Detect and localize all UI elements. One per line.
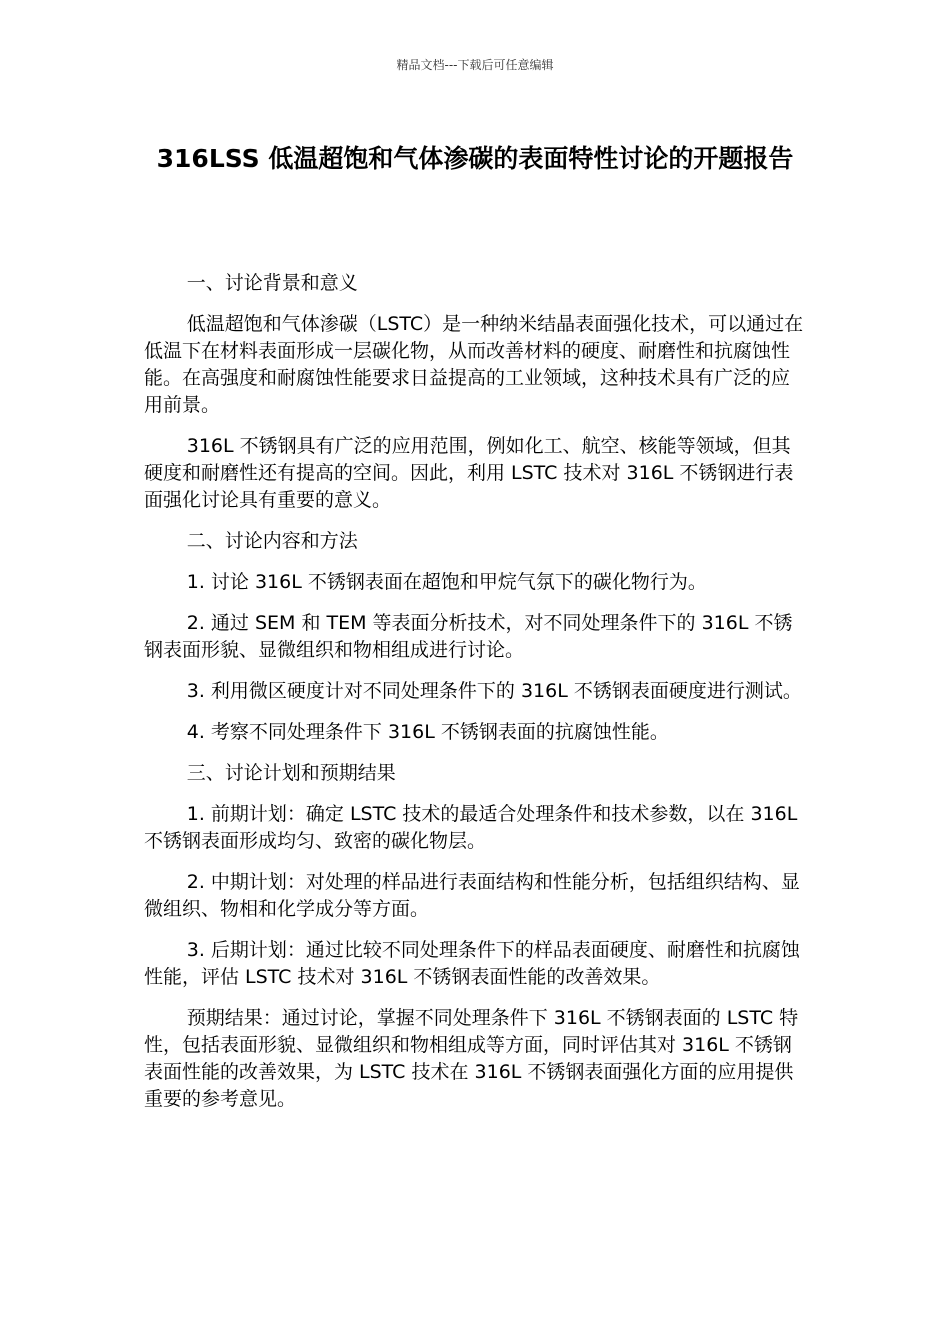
section-heading-plan-results: 三、讨论计划和预期结果 bbox=[186, 762, 396, 784]
section-heading-content-methods: 二、讨论内容和方法 bbox=[186, 530, 358, 552]
header-note: 精品文档---下载后可任意编辑 bbox=[396, 58, 554, 72]
paragraph-316l-intro: 316L 不锈钢具有广泛的应用范围，例如化工、航空、核能等领域，但其硬度和耐磨性还有提高的空间。因此，利用 LSTC 技术对 316L 不锈钢进行表面强化讨论具有重要的意义。 bbox=[144, 435, 794, 511]
section-heading-background: 一、讨论背景和意义 bbox=[186, 272, 358, 294]
list-item-method-4: 4. 考察不同处理条件下 316L 不锈钢表面的抗腐蚀性能。 bbox=[186, 721, 669, 743]
list-item-plan-1: 1. 前期计划：确定 LSTC 技术的最适合处理条件和技术参数，以在 316L 不锈钢表面形成均匀、致密的碳化物层。 bbox=[144, 803, 798, 852]
document-title: 316LSS 低温超饱和气体渗碳的表面特性讨论的开题报告 bbox=[156, 144, 794, 173]
list-item-plan-3: 3. 后期计划：通过比较不同处理条件下的样品表面硬度、耐磨性和抗腐蚀性能，评估 LSTC 技术对 316L 不锈钢表面性能的改善效果。 bbox=[144, 939, 800, 988]
list-item-method-3: 3. 利用微区硬度计对不同处理条件下的 316L 不锈钢表面硬度进行测试。 bbox=[186, 680, 802, 702]
list-item-method-1: 1. 讨论 316L 不锈钢表面在超饱和甲烷气氛下的碳化物行为。 bbox=[186, 571, 707, 593]
paragraph-expected-results: 预期结果：通过讨论，掌握不同处理条件下 316L 不锈钢表面的 LSTC 特性，包括表面形貌、显微组织和物相组成等方面，同时评估其对 316L 不锈钢表面性能的改善效果，为 LSTC 技术在 316L 不锈钢表面强化方面的应用提供重要的参考意见。 bbox=[144, 1007, 799, 1110]
paragraph-lstc-intro: 低温超饱和气体渗碳（LSTC）是一种纳米结晶表面强化技术，可以通过在低温下在材料表面形成一层碳化物，从而改善材料的硬度、耐磨性和抗腐蚀性能。在高强度和耐腐蚀性能要求日益提高的工业领域，这种技术具有广泛的应用前景。 bbox=[144, 313, 804, 416]
document-body bbox=[144, 270, 806, 1127]
list-item-method-2: 2. 通过 SEM 和 TEM 等表面分析技术，对不同处理条件下的 316L 不锈钢表面形貌、显微组织和物相组成进行讨论。 bbox=[144, 612, 793, 661]
list-item-plan-2: 2. 中期计划：对处理的样品进行表面结构和性能分析，包括组织结构、显微组织、物相和化学成分等方面。 bbox=[144, 871, 800, 920]
